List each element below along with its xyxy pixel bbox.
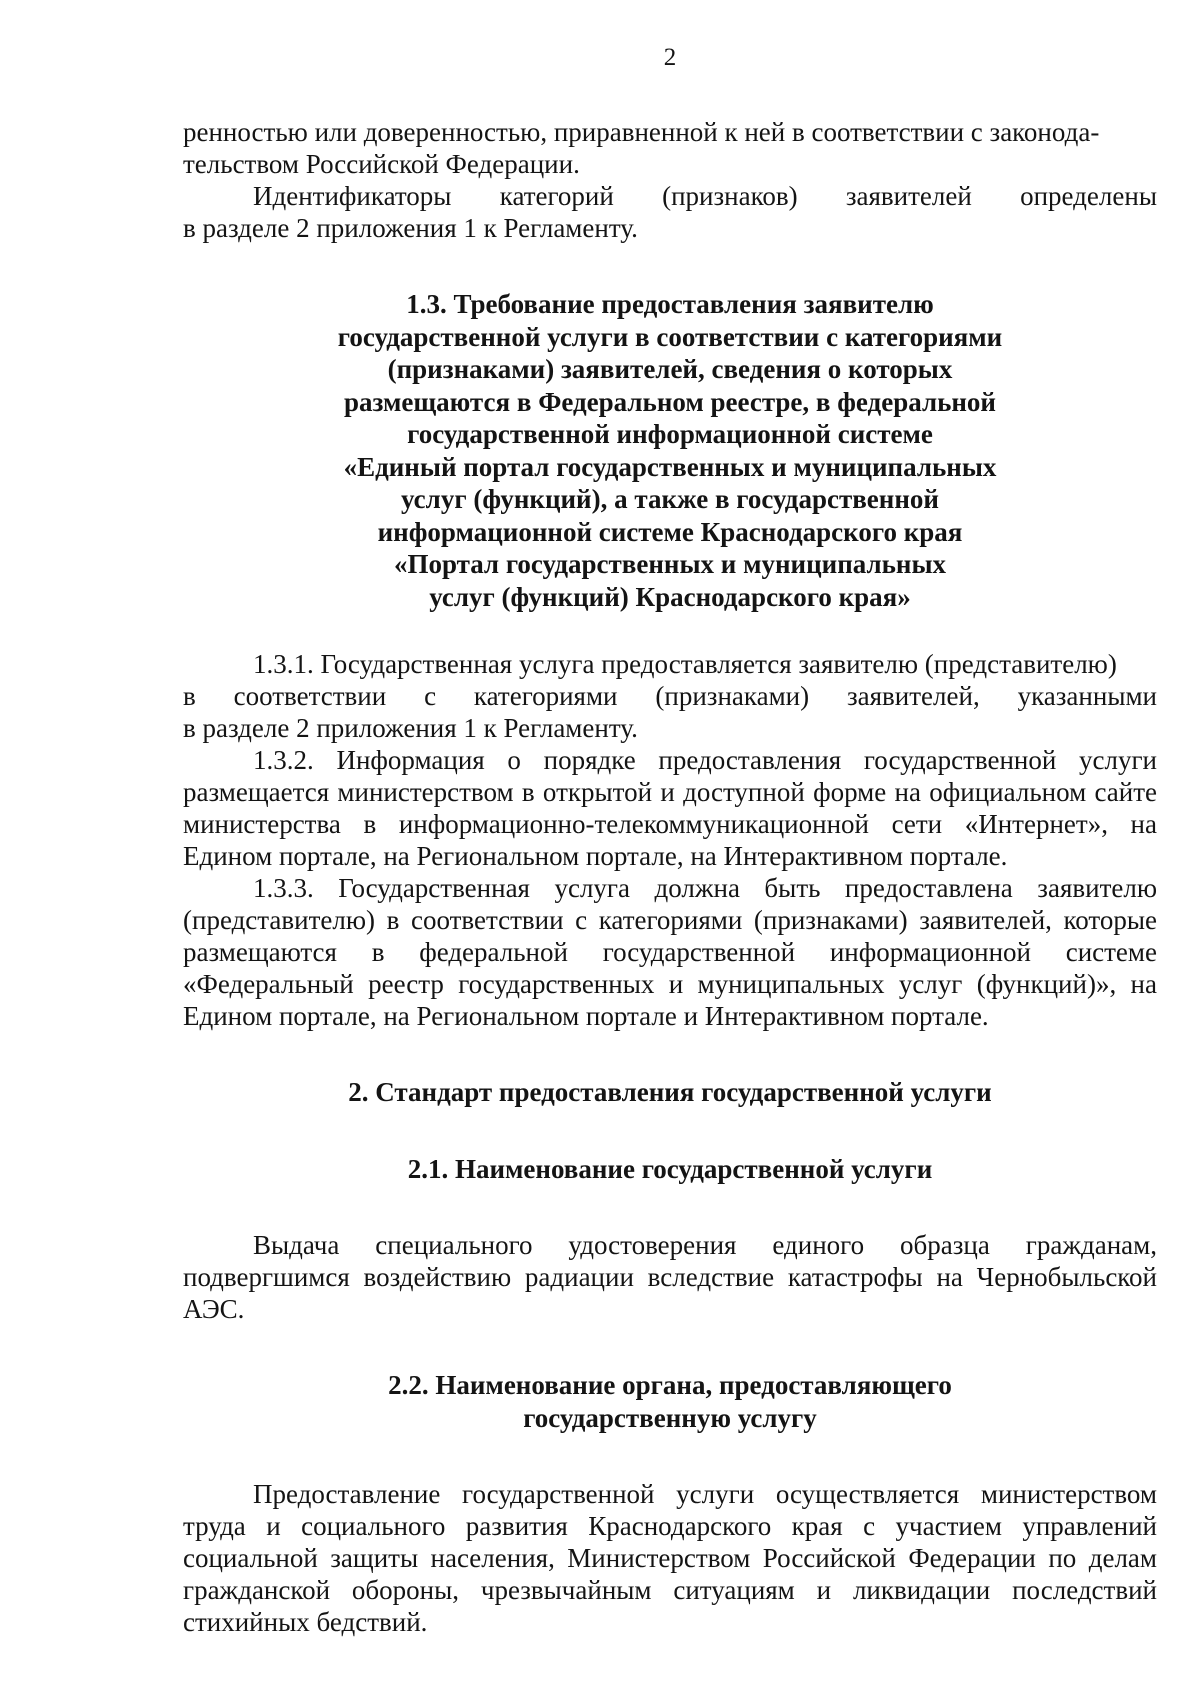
heading-line: государственную услугу [523,1402,817,1433]
paragraph-1-3-1-line-3: в разделе 2 приложения 1 к Регламенту. [183,713,638,743]
heading-line: (признаками) заявителей, сведения о которых [387,354,953,384]
heading-line: государственной услуги в соответствии с категориями [337,321,1003,352]
identifiers-line-2: в разделе 2 приложения 1 к Регламенту. [183,213,638,243]
word: указанными [1017,681,1157,711]
heading-line: государственной информационной системе [407,419,933,449]
section-2-2-text: Предоставление государственной услуги осуществляется министерством труда и социального развития Краснодарского края с участием управлений социальной защиты населения, Министерством Российской Федерации по делам гражданской обороны, чрезвычайным ситуациям и ликвидации последствий стихийных бедствий. [183,1479,1157,1637]
paragraph-1-3-1-line-1: 1.3.1. Государственная услуга предоставляется заявителю (представителю) [253,649,1117,679]
document-page [183,40,1157,1638]
heading-line: информационной системе Краснодарского края [377,516,963,547]
word: в [183,681,196,711]
word: категориями [473,681,618,711]
identifiers-word-4: заявителей [845,181,972,211]
word: с [424,681,437,711]
section-2-1-heading: 2.1. Наименование государственной услуги [407,1153,933,1184]
section-2-heading: 2. Стандарт предоставления государственной услуги [348,1077,992,1107]
word: (признаками) [655,681,810,711]
section-2-2-heading [183,1369,1157,1434]
identifiers-word-1: Идентификаторы [253,181,452,211]
identifiers-word-5: определены [1020,181,1157,211]
identifiers-word-3: (признаков) [662,181,798,211]
paragraph-1-3-1-line-2 [183,680,1157,712]
heading-line: 1.3. Требование предоставления заявителю [406,289,934,319]
identifiers-word-2: категорий [499,181,614,211]
section-1-3-heading [183,288,1157,613]
heading-line: «Портал государственных и муниципальных [393,549,947,579]
intro-line-1-text: ренностью или доверенностью, приравненной к ней в соответствии с законода- [183,117,1100,147]
heading-line: услуг (функций), а также в государственной [401,484,939,514]
heading-line: размещаются в Федеральном реестре, в федеральной [344,386,996,417]
intro-line-1 [183,116,1157,148]
section-2-1-text: Выдача специального удостоверения единого образца гражданам, подвергшимся воздействию радиации вследствие катастрофы на Чернобыльской АЭС. [183,1230,1157,1324]
word: соответствии [233,681,387,711]
heading-line: 2.2. Наименование органа, предоставляющего [388,1370,952,1400]
heading-line: «Единый портал государственных и муниципальных [343,451,997,482]
word: заявителей, [846,681,980,711]
intro-line-2: тельством Российской Федерации. [183,149,580,179]
page-number: 2 [663,44,677,71]
paragraph-1-3-2: 1.3.2. Информация о порядке предоставления государственной услуги размещается министерством в открытой и доступной форме на официальном сайте министерства в информационно-телекоммуникационной сети «Интернет», на Едином портале, на Региональном портале, на Интерактивном портале. [183,745,1157,871]
heading-line: услуг (функций) Краснодарского края» [429,581,911,612]
identifiers-line-1 [183,180,1157,212]
paragraph-1-3-3: 1.3.3. Государственная услуга должна быть предоставлена заявителю (представителю) в соответствии с категориями (признаками) заявителей, которые размещаются в федеральной государственной информационной системе «Федеральный реестр государственных и муниципальных услуг (функций)», на Едином портале, на Региональном портале и Интерактивном портале. [183,873,1157,1031]
